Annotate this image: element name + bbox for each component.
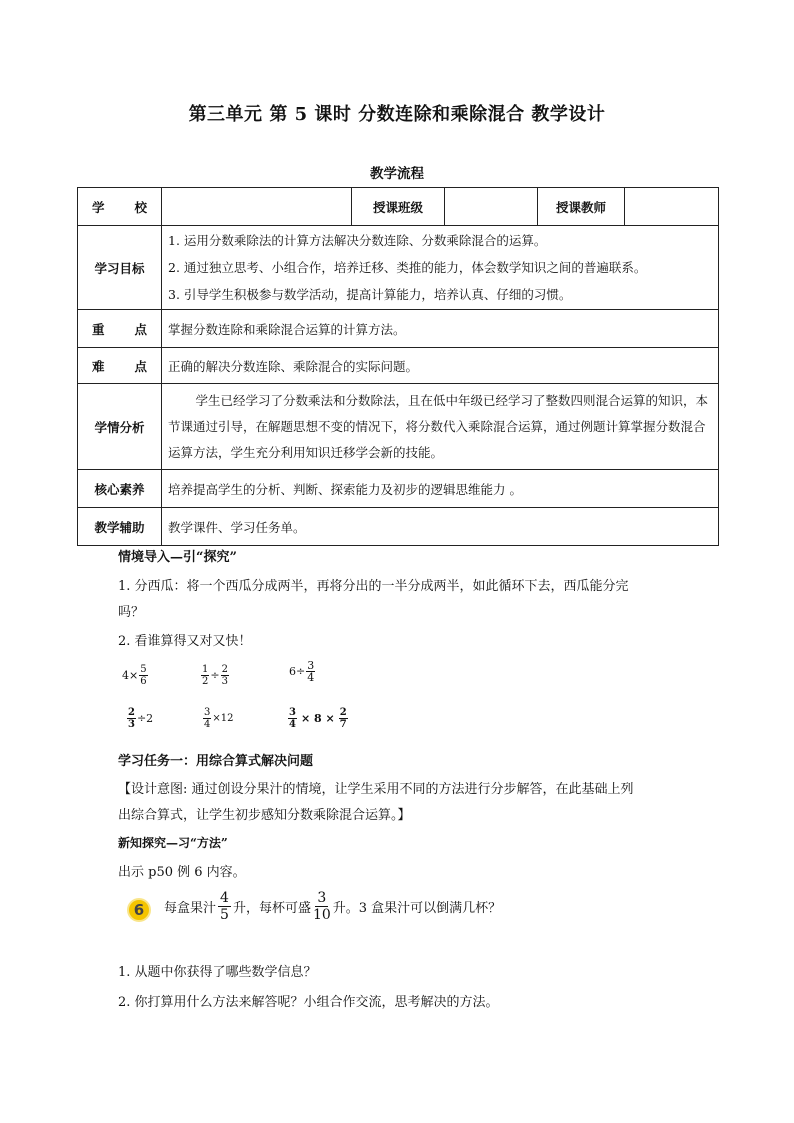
example-problem: 每盒果汁 $\frac{4}{5}$ 升，每杯可盛 $\frac{3}{10}$ 升。3 盒果汁可以倒满几杯？ <box>164 890 502 923</box>
objectives-label: 学习目标 <box>78 226 162 310</box>
task1-heading: 学习任务一：用综合算式解决问题 <box>118 754 314 769</box>
difficulty-label: 难 点 <box>78 348 162 384</box>
intro-item-1: 1. 分西瓜：将一个西瓜分成两半，再将分出的一半分成两半，如此循环下去，西瓜能分完 <box>118 579 629 594</box>
table-row-objectives <box>78 226 719 310</box>
class-label: 授课班级 <box>352 188 445 226</box>
table-row-literacy <box>78 470 719 508</box>
objectives-cell <box>162 226 719 310</box>
analysis-label: 学情分析 <box>78 384 162 470</box>
explore-heading: 新知探究—习“方法” <box>118 836 228 850</box>
objective-item: 3. 引导学生积极参与数学活动，提高计算能力，培养认真、仔细的习惯。 <box>168 287 572 302</box>
aids-text: 教学课件、学习任务单。 <box>162 508 719 546</box>
teacher-label: 授课教师 <box>538 188 625 226</box>
design-intent-line-2: 出综合算式，让学生初步感知分数乘除混合运算。】 <box>118 808 411 823</box>
question-1: 1. 从题中你获得了哪些数学信息？ <box>118 965 317 980</box>
lesson-info-table <box>77 187 719 546</box>
table-row-analysis <box>78 384 719 470</box>
table-row-difficulty <box>78 348 719 384</box>
show-example-text: 出示 p50 例 6 内容。 <box>118 865 246 880</box>
section-subtitle: 教学流程 <box>370 166 424 182</box>
intro-item-1-cont: 吗？ <box>118 605 145 620</box>
literacy-label: 核心素养 <box>78 470 162 508</box>
example-number-badge: 6 <box>127 898 151 922</box>
exercise-4: $\frac{2}{3}$ ÷2 <box>128 707 154 730</box>
table-row-key-point <box>78 310 719 348</box>
school-value <box>162 188 352 226</box>
class-value <box>445 188 538 226</box>
difficulty-text: 正确的解决分数连除、乘除混合的实际问题。 <box>162 348 719 384</box>
objective-item: 1. 运用分数乘除法的计算方法解决分数连除、分数乘除混合的运算。 <box>168 233 547 248</box>
exercise-2: $\frac{1}{2}$ ÷ $\frac{2}{3}$ <box>202 664 228 687</box>
exercise-3: 6÷ $\frac{3}{4}$ <box>289 659 315 684</box>
key-point-text: 掌握分数连除和乘除混合运算的计算方法。 <box>162 310 719 348</box>
literacy-text: 培养提高学生的分析、判断、探索能力及初步的逻辑思维能力 。 <box>162 470 719 508</box>
intro-item-2: 2. 看谁算得又对又快！ <box>118 634 252 649</box>
page-title: 第三单元 第 5 课时 分数连除和乘除混合 教学设计 <box>188 104 606 125</box>
key-point-label: 重 点 <box>78 310 162 348</box>
aids-label: 教学辅助 <box>78 508 162 546</box>
intro-heading: 情境导入—引“探究” <box>118 550 237 565</box>
analysis-text: 学生已经学习了分数乘法和分数除法，且在低中年级已经学习了整数四则混合运算的知识，本节课通过引导，在解题思想不变的情况下，将分数代入乘除混合运算，通过例题计算掌握分数混合运算方法，学生充分利用知识迁移学会新的技能。 <box>162 384 719 470</box>
exercise-1: 4× $\frac{5}{6}$ <box>122 664 147 687</box>
exercise-6: $\frac{3}{4}$ × 8 × $\frac{2}{7}$ <box>289 707 347 730</box>
objective-item: 2. 通过独立思考、小组合作，培养迁移、类推的能力，体会数学知识之间的普遍联系。 <box>168 260 647 275</box>
table-row-aids <box>78 508 719 546</box>
school-label: 学 校 <box>78 188 162 226</box>
teacher-value <box>625 188 719 226</box>
design-intent-line-1: 【设计意图: 通过创设分果汁的情境，让学生采用不同的方法进行分步解答，在此基础上列 <box>118 782 634 797</box>
exercise-5: $\frac{3}{4}$ ×12 <box>204 707 234 730</box>
question-2: 2. 你打算用什么方法来解答呢？小组合作交流，思考解决的方法。 <box>118 995 499 1010</box>
table-row-school <box>78 188 719 226</box>
